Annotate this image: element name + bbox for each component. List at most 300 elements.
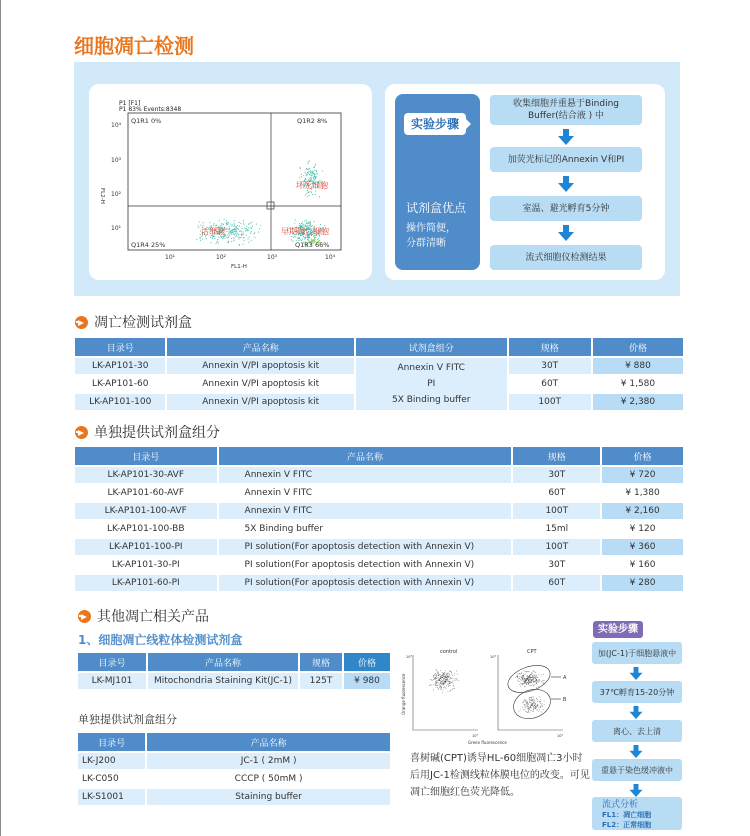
scatter-dot [231,241,232,242]
scatter-dot [308,237,309,238]
scatter-dot [449,677,450,678]
scatter-dot [543,674,544,675]
scatter-dot [317,239,318,240]
advantages-text [406,221,456,251]
scatter-dot [533,705,534,706]
scatter-dot [438,672,439,673]
scatter-dot [534,672,535,673]
advantages-line-1: 操作简便， [406,223,456,234]
scatter-dot [522,677,523,678]
scatter-dot [520,683,521,684]
scatter-dot [309,171,310,172]
scatter-dot [528,708,529,709]
scatter-dot [233,226,234,227]
header-size: 规格 [513,447,600,465]
cell-price: ¥ 160 [602,557,683,573]
scatter-dot [446,686,447,687]
quadrant-q1r1: Q1R1 0% [131,117,162,125]
cell-code: LK-AP101-100-AVF [75,503,217,519]
scatter-dot [541,681,542,682]
scatter-dot [444,687,445,688]
scatter-dot [522,678,523,679]
scatter-dot [537,710,538,711]
scatter-dot [210,237,211,238]
scatter-dot [527,703,528,704]
scatter-dot [224,219,225,220]
scatter-dot [531,701,532,702]
scatter-dot [429,685,430,686]
scatter-dot [436,687,437,688]
header-code: 目录号 [75,338,165,356]
quadrant-q1r4: Q1R4 25% [131,241,166,249]
scatter-dot [536,679,537,680]
scatter-dot [530,702,531,703]
table-row [78,789,390,805]
scatter-dot [530,681,531,682]
scatter-dot [542,704,543,705]
scatter-dot [436,676,437,677]
scatter-dot [518,679,519,680]
scatter-dot [222,224,223,225]
scatter-dot [231,231,232,232]
scatter-dot [442,680,443,681]
table-header-row [78,653,390,671]
header-name: 产品名称 [147,733,390,751]
scatter-dot [540,701,541,702]
scatter-dot [518,681,519,682]
gate-marker [267,202,274,209]
scatter-dot [446,676,447,677]
scatter-dot [528,711,529,712]
scatter-dot [536,675,537,676]
scatter-dot [306,175,307,176]
protocol-step-2: 加荧光标记的Annexin V和PI [490,147,642,172]
scatter-dot [537,682,538,683]
scatter-dot [231,232,232,233]
label-early-apoptotic: 早期凋亡细胞 [281,227,329,236]
scatter-dot [444,673,445,674]
scatter-dot [447,676,448,677]
scatter-dot [433,690,434,691]
scatter-dot [542,705,543,706]
x-tick-2: 10² [216,254,227,261]
scatter-dot [541,705,542,706]
scatter-dot [530,707,531,708]
scatter-dot [527,703,528,704]
scatter-dot [535,678,536,679]
scatter-dot [531,673,532,674]
scatter-dot [436,683,437,684]
scatter-dot [456,678,457,679]
scatter-dot [441,683,442,684]
scatter-dot [524,682,525,683]
scatter-dot [303,175,304,176]
scatter-dot [446,674,447,675]
scatter-dot [256,224,257,225]
scatter-dot [299,177,300,178]
scatter-dot [291,236,292,237]
scatter-dot [528,679,529,680]
scatter-dot [452,678,453,679]
scatter-dot [232,224,233,225]
cell-name: Annexin V/PI apoptosis kit [167,358,354,374]
scatter-dot [221,237,222,238]
scatter-dot [522,707,523,708]
scatter-dot [444,683,445,684]
scatter-dot [202,239,203,240]
scatter-dot [536,706,537,707]
cell-code: LK-AP101-30-PI [75,557,217,573]
scatter-dot [532,679,533,680]
scatter-dot [313,177,314,178]
scatter-dot [234,231,235,232]
jc1-flow-plots [396,645,576,747]
scatter-dot [524,681,525,682]
scatter-dot [436,684,437,685]
scatter-dot [526,706,527,707]
scatter-dot [535,681,536,682]
scatter-dot [239,237,240,238]
scatter-dot [314,221,315,222]
scatter-dot [528,704,529,705]
plot-left-axes [413,655,478,730]
header-name: 产品名称 [219,447,512,465]
scatter-dot [451,672,452,673]
scatter-dot [245,230,246,231]
scatter-dot [309,161,310,162]
scatter-dot [309,195,310,196]
scatter-dot [526,684,527,685]
scatter-dot [531,697,532,698]
scatter-dot [228,236,229,237]
scatter-dot [525,671,526,672]
scatter-dot [520,686,521,687]
scatter-dot [529,701,530,702]
scatter-dot [538,711,539,712]
scatter-dot [531,685,532,686]
scatter-dot [521,672,522,673]
scatter-dot [520,674,521,675]
quadrant-q1r3: Q1R3 66% [295,241,330,249]
scatter-dot [532,706,533,707]
scatter-dot [450,685,451,686]
scatter-dot [445,675,446,676]
scatter-dot [443,690,444,691]
scatter-dot [442,692,443,693]
scatter-dot [449,675,450,676]
scatter-dot [441,678,442,679]
scatter-dot [517,676,518,677]
scatter-dot [237,233,238,234]
scatter-dot [241,234,242,235]
cell-price: ¥ 1,380 [602,485,683,501]
scatter-dot [525,700,526,701]
scatter-dot [307,190,308,191]
scatter-dot [435,682,436,683]
scatter-dot [304,225,305,226]
scatter-dot [231,234,232,235]
scatter-dot [227,223,228,224]
tick-left-x: 10³ [472,734,478,738]
scatter-dot [445,676,446,677]
scatter-dot [228,233,229,234]
scatter-dot [447,674,448,675]
scatter-dot [312,171,313,172]
cell-code: LK-J200 [78,753,145,769]
scatter-dot [527,707,528,708]
scatter-dot [444,678,445,679]
scatter-dot [525,674,526,675]
scatter-dot [211,236,212,237]
cell-code: LK-S1001 [78,789,145,805]
scatter-dot [314,176,315,177]
mito-components-title: 单独提供试剂盒组分 [78,713,177,726]
scatter-dot [525,711,526,712]
scatter-dot [445,677,446,678]
scatter-dot [454,673,455,674]
scatter-dot [522,683,523,684]
scatter-dot [528,683,529,684]
scatter-dot [531,703,532,704]
scatter-dot [309,237,310,238]
scatter-dot [440,678,441,679]
scatter-dot [295,236,296,237]
scatter-dot [527,702,528,703]
cell-code: LK-AP101-60-AVF [75,485,217,501]
scatter-dot [457,679,458,680]
scatter-dot [324,225,325,226]
scatter-dot [435,677,436,678]
scatter-dot [219,220,220,221]
header-size: 规格 [509,338,591,356]
scatter-dot [535,680,536,681]
scatter-dot [445,687,446,688]
scatter-dot [437,671,438,672]
scatter-dot [525,705,526,706]
scatter-dot [251,222,252,223]
scatter-dot [531,708,532,709]
scatter-dot [536,682,537,683]
scatter-dot [228,229,229,230]
cell-name: CCCP ( 50mM ) [147,771,390,787]
cell-name: PI solution(For apoptosis detection with Annexin V) [219,557,512,573]
scatter-dot [457,674,458,675]
scatter-dot [448,676,449,677]
scatter-dot [450,677,451,678]
scatter-dot [311,178,312,179]
tick-right-y: 10³ [490,655,496,659]
cell-price: ¥ 2,380 [593,394,683,410]
scatter-dot [447,678,448,679]
scatter-dot [310,223,311,224]
scatter-dot [534,707,535,708]
scatter-dot [305,178,306,179]
scatter-dot [230,223,231,224]
scatter-dot [251,231,252,232]
scatter-dot [534,704,535,705]
table-row [75,521,683,537]
scatter-dot [214,238,215,239]
scatter-dot [443,673,444,674]
scatter-dot [529,698,530,699]
scatter-dot [444,674,445,675]
scatter-dot [241,231,242,232]
scatter-dot [440,670,441,671]
scatter-dot [447,680,448,681]
scatter-dot [444,684,445,685]
scatter-dot [436,669,437,670]
scatter-dot [449,683,450,684]
scatter-dot [240,237,241,238]
scatter-dot [244,228,245,229]
scatter-dot [248,242,249,243]
scatter-dot [438,685,439,686]
scatter-dot [534,701,535,702]
scatter-dot [248,230,249,231]
scatter-dot [198,227,199,228]
scatter-dot [445,671,446,672]
scatter-dot [534,682,535,683]
scatter-dot [527,708,528,709]
scatter-dot [532,700,533,701]
table-row [75,485,683,501]
scatter-dot [454,688,455,689]
scatter-dot [314,237,315,238]
scatter-dot [234,220,235,221]
scatter-dot [447,673,448,674]
scatter-dot [227,224,228,225]
scatter-dot [443,681,444,682]
scatter-dot [304,220,305,221]
scatter-dot [439,687,440,688]
scatter-dot [524,679,525,680]
scatter-dot [538,681,539,682]
header-code: 目录号 [78,733,145,751]
y-tick-3: 10² [111,191,122,198]
cell-name: PI solution(For apoptosis detection with Annexin V) [219,575,512,591]
table-row [75,467,683,483]
x-axis-label: Green fluorescence [468,740,507,745]
scatter-dot [535,706,536,707]
header-price: 价格 [344,653,390,671]
scatter-dot [243,222,244,223]
scatter-dot [443,678,444,679]
scatter-dot [300,168,301,169]
scatter-dot [525,679,526,680]
scatter-dot [246,226,247,227]
scatter-dot [210,242,211,243]
scatter-dot [226,231,227,232]
table-row [78,771,390,787]
scatter-dot [528,709,529,710]
scatter-dot [228,234,229,235]
scatter-dot [229,226,230,227]
cell-size: 100T [513,503,600,519]
scatter-dot [530,675,531,676]
cell-size: 100T [513,539,600,555]
scatter-dot [314,170,315,171]
scatter-dot [316,176,317,177]
scatter-dot [522,702,523,703]
scatter-dot [315,190,316,191]
scatter-dot [443,679,444,680]
y-tick-2: 10³ [111,157,122,164]
scatter-dot [448,673,449,674]
scatter-dot [315,178,316,179]
cell-size: 125T [300,673,342,689]
scatter-dot [231,238,232,239]
scatter-dot [310,225,311,226]
scatter-dot [447,678,448,679]
scatter-dot [517,677,518,678]
scatter-dot [456,671,457,672]
scatter-dot [231,225,232,226]
scatter-dot [539,680,540,681]
scatter-dot [527,678,528,679]
scatter-dot [441,676,442,677]
scatter-dot [536,677,537,678]
scatter-dot [543,680,544,681]
scatter-dot [235,236,236,237]
section-title: 其他凋亡相关产品 [97,609,209,625]
scatter-dot [528,680,529,681]
cell-name: JC-1 ( 2mM ) [147,753,390,769]
scatter-dot [517,674,518,675]
cell-code: LK-AP101-100-PI [75,539,217,555]
scatter-dot [519,677,520,678]
mito-components-table [76,731,392,807]
scatter-dot [441,686,442,687]
scatter-dot [528,678,529,679]
scatter-dot [435,683,436,684]
scatter-dot [540,707,541,708]
scatter-dot [535,707,536,708]
scatter-dot [533,670,534,671]
scatter-dot [524,686,525,687]
scatter-dot [311,175,312,176]
scatter-dot [539,707,540,708]
scatter-dot [529,697,530,698]
scatter-dot [311,239,312,240]
table-header-row [75,338,683,356]
scatter-dot [531,680,532,681]
scatter-dot [233,240,234,241]
header-components: 试剂盒组分 [356,338,507,356]
scatter-dot [314,167,315,168]
scatter-dot [526,711,527,712]
scatter-dot [248,227,249,228]
scatter-dot [234,239,235,240]
scatter-dot [451,678,452,679]
scatter-dot [442,677,443,678]
scatter-dot [217,239,218,240]
scatter-dot [537,709,538,710]
scatter-dot [309,178,310,179]
scatter-dot [298,237,299,238]
scatter-dot [448,681,449,682]
scatter-dot [525,705,526,706]
scatter-dot [517,680,518,681]
mito-protocol-tag: 实验步骤 [593,621,643,638]
scatter-dot [233,223,234,224]
final-line-1: FL1：凋亡细胞 [602,811,652,819]
scatter-dot [320,224,321,225]
scatter-dot [526,702,527,703]
scatter-dot [524,682,525,683]
scatter-dot [530,682,531,683]
scatter-dot [441,684,442,685]
scatter-dot [431,684,432,685]
